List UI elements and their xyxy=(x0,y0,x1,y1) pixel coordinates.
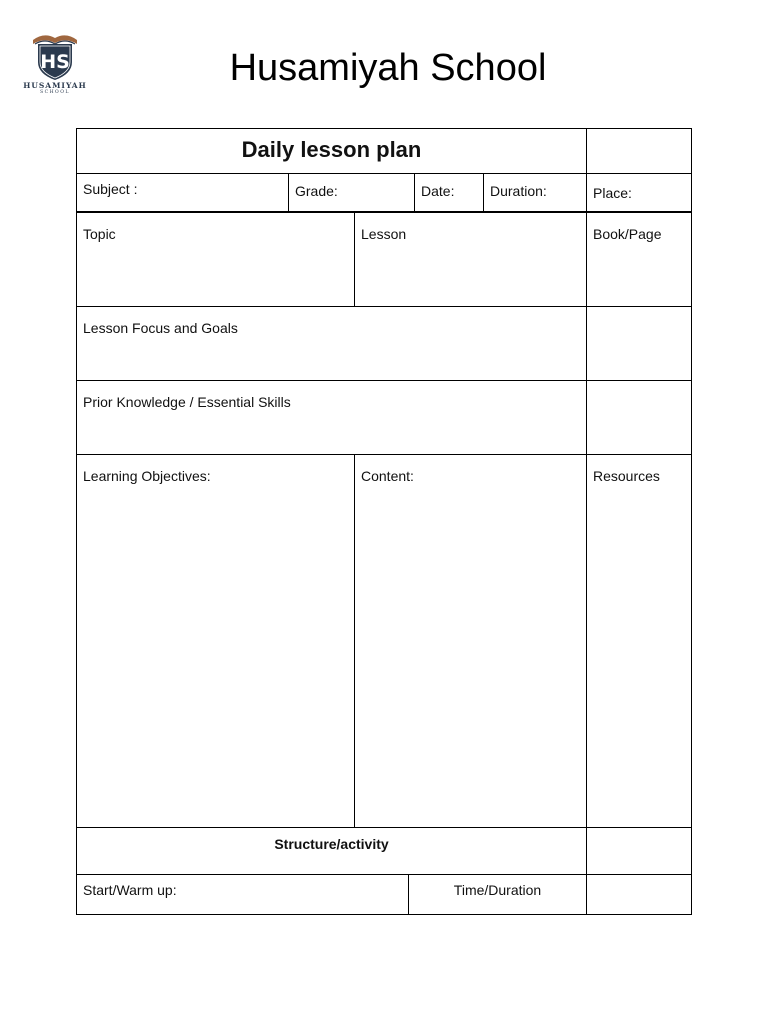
title-side-cell[interactable] xyxy=(586,128,692,174)
logo-subtitle: SCHOOL xyxy=(40,90,70,95)
school-logo xyxy=(18,30,92,100)
page-title: Husamiyah School xyxy=(229,47,547,89)
time-duration-field[interactable]: Time/Duration xyxy=(408,874,587,915)
logo-monogram: HS xyxy=(40,51,70,73)
duration-field[interactable]: Duration: xyxy=(483,173,587,213)
book-shield-icon xyxy=(29,30,81,82)
warmup-side-cell[interactable] xyxy=(586,874,692,915)
prior-knowledge-side-cell[interactable] xyxy=(586,380,692,455)
lesson-field[interactable]: Lesson xyxy=(354,212,587,307)
lesson-plan-form xyxy=(76,128,692,915)
place-field[interactable]: Place: xyxy=(586,173,692,213)
learning-objectives-field[interactable]: Learning Objectives: xyxy=(76,454,355,828)
date-field[interactable]: Date: xyxy=(414,173,484,213)
topic-field[interactable]: Topic xyxy=(76,212,355,307)
resources-field[interactable]: Resources xyxy=(586,454,692,828)
structure-side-cell[interactable] xyxy=(586,827,692,875)
grade-field[interactable]: Grade: xyxy=(288,173,415,213)
focus-goals-field[interactable]: Lesson Focus and Goals xyxy=(76,306,587,381)
subject-field[interactable]: Subject : xyxy=(76,173,289,213)
structure-activity-heading: Structure/activity xyxy=(76,827,587,875)
book-page-field[interactable]: Book/Page xyxy=(586,212,692,307)
form-title: Daily lesson plan xyxy=(76,128,587,174)
logo-name: HUSAMIYAH xyxy=(23,81,87,90)
prior-knowledge-field[interactable]: Prior Knowledge / Essential Skills xyxy=(76,380,587,455)
start-warmup-field[interactable]: Start/Warm up: xyxy=(76,874,409,915)
focus-goals-side-cell[interactable] xyxy=(586,306,692,381)
content-field[interactable]: Content: xyxy=(354,454,587,828)
